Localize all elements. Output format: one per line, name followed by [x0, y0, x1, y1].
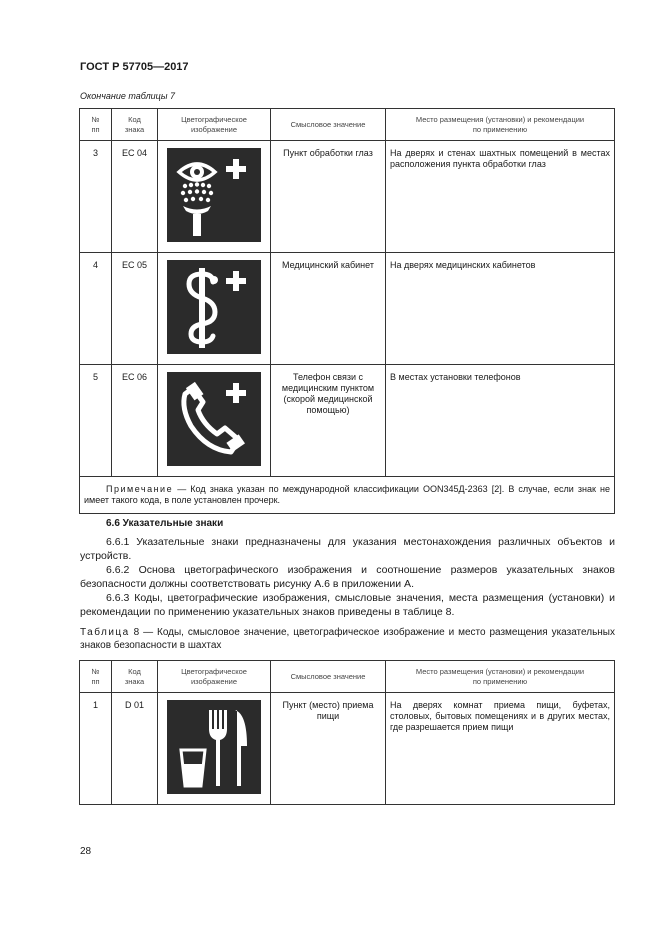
col-image-header: Цветографическое изображение — [158, 109, 271, 141]
paragraph-text: 6.6.1 Указательные знаки предназначены для указания местонахождения различных объектов и устройств. — [80, 536, 615, 562]
table7-note-row — [80, 477, 615, 514]
col-meaning-header: Смысловое значение — [271, 661, 386, 693]
table8-label: Таблица — [80, 627, 130, 638]
section-heading: 6.6 Указательные знаки — [106, 518, 224, 529]
table-8 — [79, 660, 615, 805]
paragraph-text: 6.6.2 Основа цветографического изображения и соотношение размеров указательных знаков безопасности должны соответствовать рисунку А.6 в приложении А. — [80, 564, 615, 590]
col-code-header: Код знака — [112, 661, 158, 693]
table7-note — [80, 477, 615, 514]
table8-header-row — [80, 661, 615, 693]
sign-meaning: Пункт (место) приема пищи — [271, 693, 386, 805]
table7-caption: Окончание таблицы 7 — [80, 91, 175, 101]
row-num: 1 — [80, 693, 112, 805]
row-num: 4 — [80, 253, 112, 365]
sign-meaning: Телефон связи с медицинским пунктом (скорой медицинской помощью) — [271, 365, 386, 477]
sign-placement: На дверях и стенах шахтных помещений в местах расположения пункта обработки глаз — [386, 141, 615, 253]
table-row — [80, 253, 615, 365]
col-place-header: Место размещения (установки) и рекомендации по применению — [386, 661, 615, 693]
table-row — [80, 365, 615, 477]
col-place-header: Место размещения (установки) и рекомендации по применению — [386, 109, 615, 141]
food-drink-icon — [167, 700, 261, 794]
sign-placement: В местах установки телефонов — [386, 365, 615, 477]
sign-image-cell — [158, 253, 271, 365]
emergency-phone-icon — [167, 372, 261, 466]
sign-meaning: Пункт обработки глаз — [271, 141, 386, 253]
note-text: — Код знака указан по международной классификации ООN345Д-2363 [2]. В случае, если знак не имеет такого кода, в поле установлен прочерк. — [84, 484, 610, 505]
paragraph-text: 6.6.3 Коды, цветографические изображения, смысловые значения, места размещения (установки) и рекомендации по применению указательных знаков приведены в таблице 8. — [80, 592, 615, 618]
sign-code: ЕС 04 — [112, 141, 158, 253]
sign-placement: На дверях медицинских кабинетов — [386, 253, 615, 365]
sign-code: D 01 — [112, 693, 158, 805]
sign-image-cell — [158, 141, 271, 253]
table-row — [80, 141, 615, 253]
page-number: 28 — [80, 846, 92, 857]
table8-caption — [80, 626, 615, 652]
eye-wash-icon — [167, 148, 261, 242]
table-row — [80, 693, 615, 805]
sign-placement: На дверях комнат приема пищи, буфетах, столовых, бытовых помещениях и в других местах, где разрешается прием пищи — [386, 693, 615, 805]
table8-caption-text: 8 — Коды, смысловое значение, цветографическое изображение и место размещения указательных знаков безопасности в шахтах — [80, 627, 615, 651]
col-num-header: № пп — [80, 661, 112, 693]
paragraph-6-6-2 — [80, 563, 615, 591]
medical-caduceus-icon — [167, 260, 261, 354]
col-num-header: № пп — [80, 109, 112, 141]
sign-image-cell — [158, 693, 271, 805]
document-title: ГОСТ Р 57705—2017 — [80, 61, 189, 73]
sign-meaning: Медицинский кабинет — [271, 253, 386, 365]
table7-header-row — [80, 109, 615, 141]
row-num: 3 — [80, 141, 112, 253]
row-num: 5 — [80, 365, 112, 477]
col-image-header: Цветографическое изображение — [158, 661, 271, 693]
paragraph-6-6-3 — [80, 591, 615, 619]
paragraph-6-6-1 — [80, 535, 615, 563]
sign-code: ЕС 06 — [112, 365, 158, 477]
sign-code: ЕС 05 — [112, 253, 158, 365]
sign-image-cell — [158, 365, 271, 477]
table-7 — [79, 108, 615, 514]
col-meaning-header: Смысловое значение — [271, 109, 386, 141]
col-code-header: Код знака — [112, 109, 158, 141]
note-label: Примечание — [106, 484, 174, 494]
